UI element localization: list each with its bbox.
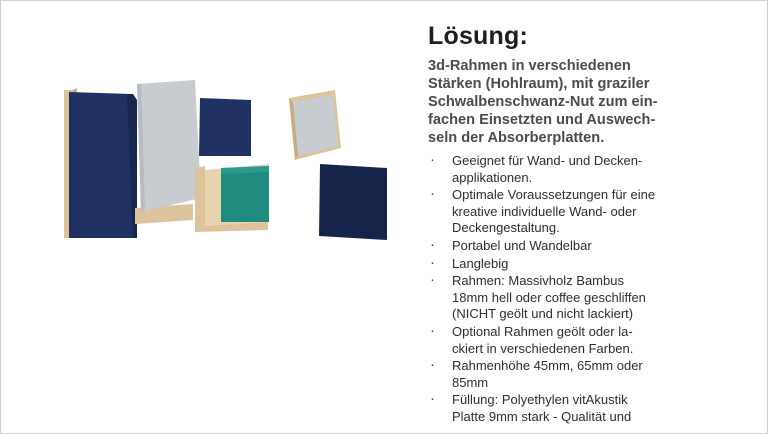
frame-gray-small bbox=[289, 90, 341, 160]
list-item: · Optional Rahmen geölt oder la- ckiert in verschiedenen Farben. bbox=[428, 324, 758, 357]
panel-navy-right bbox=[319, 164, 387, 240]
frame-teal bbox=[195, 164, 269, 232]
list-item: · Geeignet für Wand- und Decken- applikationen. bbox=[428, 153, 758, 186]
heading: Lösung: bbox=[428, 22, 528, 50]
list-item: · Rahmen: Massivholz Bambus 18mm hell oder coffee geschliffen (NICHT geölt und nicht lackiert) bbox=[428, 273, 758, 323]
panel-navy-top bbox=[199, 98, 251, 156]
list-item: · Füllung: Polyethylen vitAkustik Platte 9mm stark - Qualität und bbox=[428, 392, 758, 425]
feature-list bbox=[428, 153, 758, 426]
list-item: · Rahmenhöhe 45mm, 65mm oder 85mm bbox=[428, 358, 758, 391]
list-item: · Optimale Voraussetzungen für eine kreative individuelle Wand- oder Deckengestaltung. bbox=[428, 187, 758, 237]
product-image bbox=[55, 80, 395, 250]
frame-left-navy bbox=[64, 88, 137, 238]
list-item: · Langlebig bbox=[428, 256, 758, 273]
list-item: · Portabel und Wandelbar bbox=[428, 238, 758, 255]
lead-paragraph: 3d-Rahmen in verschiedenen Stärken (Hohlraum), mit graziler Schwalbenschwanz-Nut zum ein- fachen Einsetzten und Auswech- seln der Absorberplatten. bbox=[428, 58, 658, 146]
frame-gray-felt bbox=[135, 80, 201, 224]
